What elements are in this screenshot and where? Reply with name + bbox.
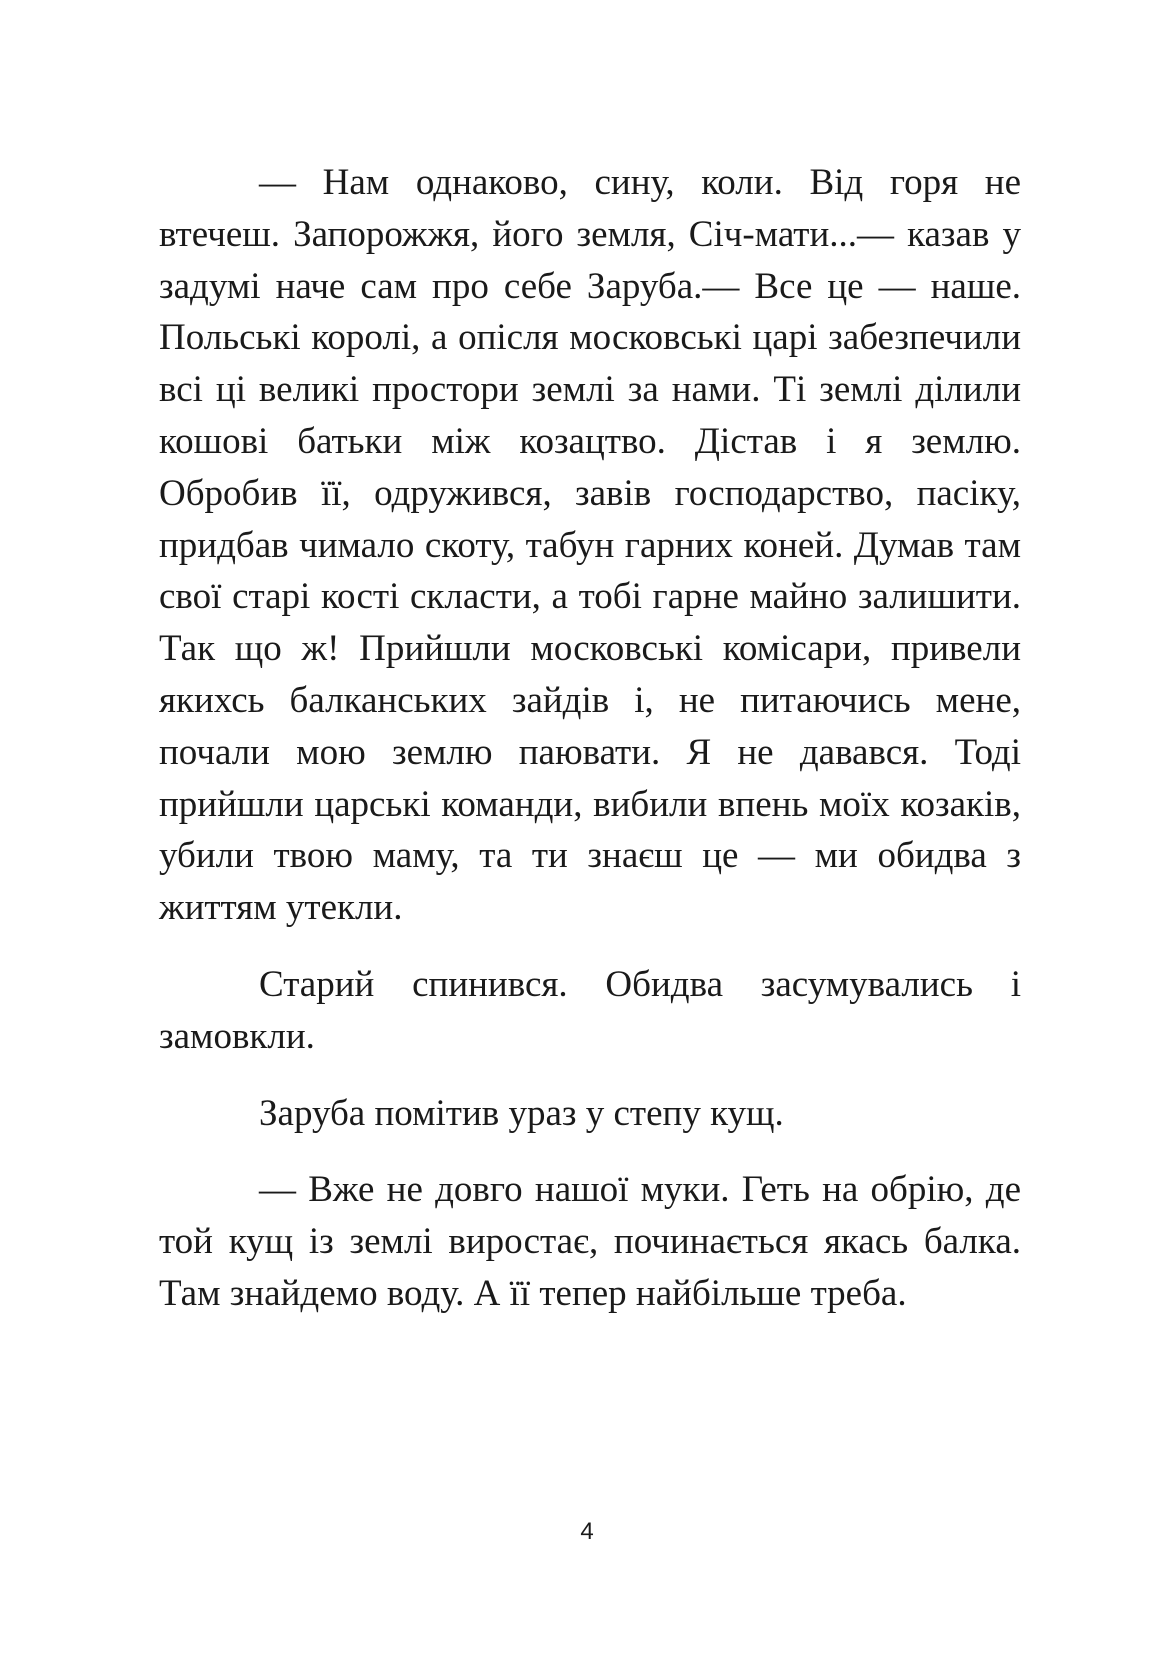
paragraph-3: Заруба помітив ураз у степу кущ. [259, 1092, 784, 1134]
paragraph-2: Старий спинився. Обидва засумувались і замовкли. [159, 963, 1021, 1057]
page-number: 4 [580, 1518, 594, 1545]
body-text [159, 157, 1021, 1345]
paragraph-4: — Вже не довго нашої муки. Геть на обрію, де той кущ із землі виростає, починається якась балка. Там знайдемо воду. А її тепер найбільше треба. [159, 1169, 1021, 1314]
paragraph-1: — Нам однаково, сину, коли. Від горя не втечеш. Запорожжя, його земля, Січ-мати...— казав у задумі наче сам про себе Заруба.— Все це — наше. Польські королі, а опісля московські царі забезпечили всі ці великі простори землі за нами. Ті землі ділили кошові батьки між козацтво. Дістав і я землю. Обробив її, одружився, завів господарство, пасіку, придбав чимало скоту, табун гарних коней. Думав там свої старі кості скласти, а тобі гарне майно залишити. Так що ж! Прийшли московські комісари, привели якихсь балканських зайдів і, не питаючись мене, почали мою землю паювати. Я не давався. Тоді прийшли царські команди, вибили впень моїх козаків, убили твою маму, та ти знаєш це — ми обидва з життям утекли. [159, 162, 1021, 929]
